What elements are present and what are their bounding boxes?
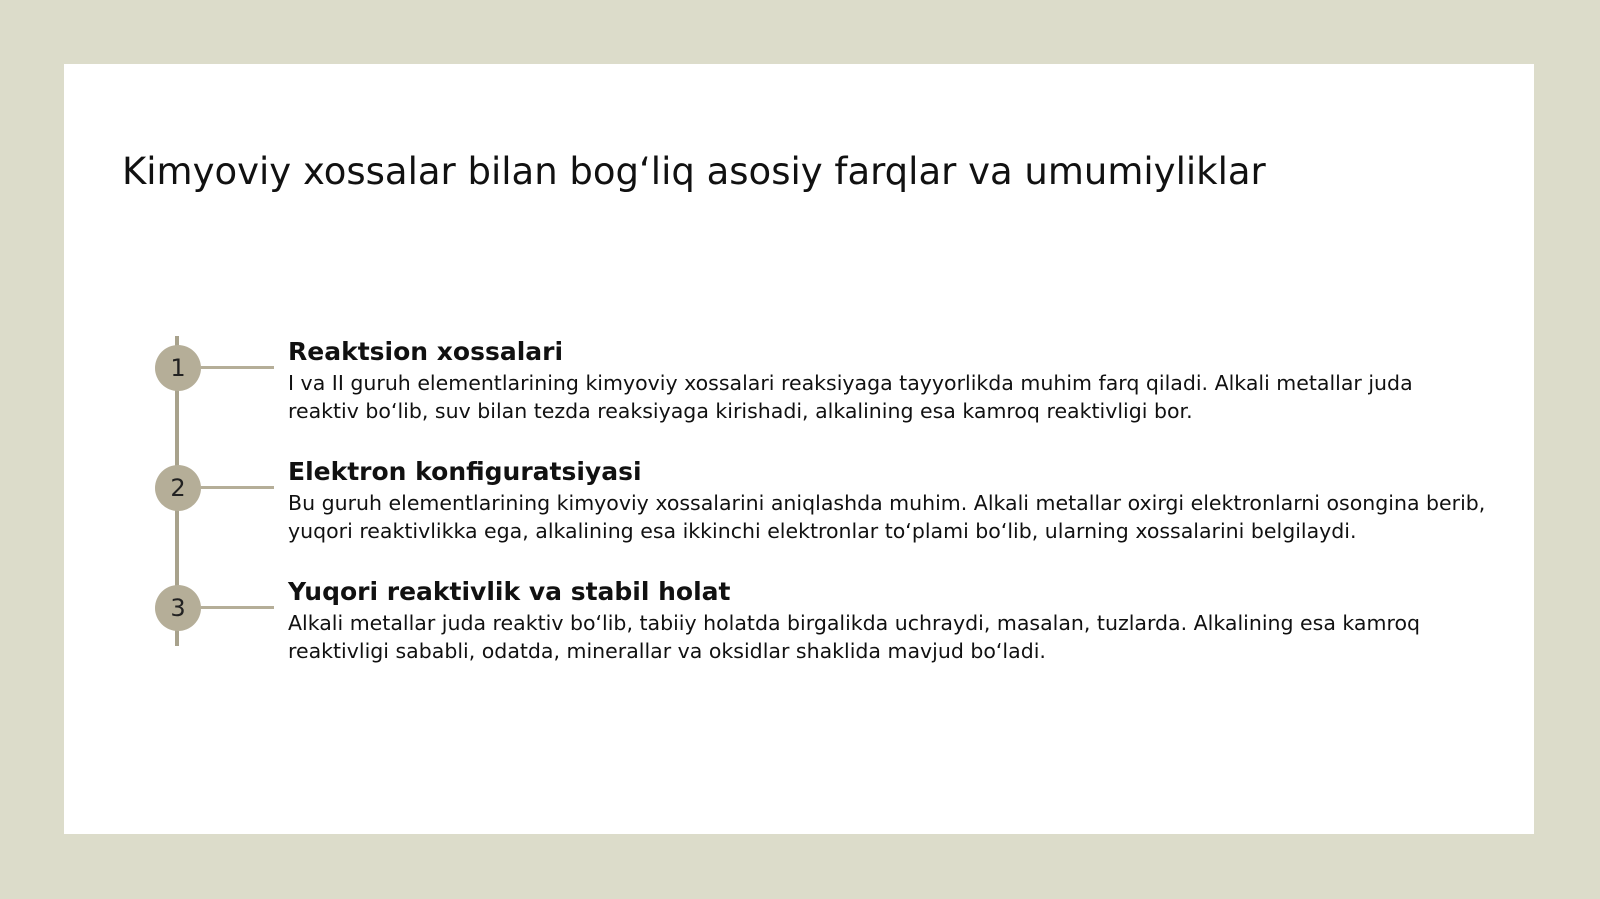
step-1 bbox=[288, 335, 1488, 425]
step-3 bbox=[288, 575, 1488, 665]
step-2 bbox=[288, 455, 1488, 545]
step-3-number-circle: 3 bbox=[155, 585, 201, 631]
step-2-text: Bu guruh elementlarining kimyoviy xossalarini aniqlashda muhim. Alkali metallar oxirgi elektronlarni osongina berib, yuqori reaktivlikka ega, alkalining esa ikkinchi elektronlar to‘plami bo‘lib, ularning xossalarini belgilaydi. bbox=[288, 491, 1486, 543]
step-2-number-circle: 2 bbox=[155, 465, 201, 511]
step-3-text: Alkali metallar juda reaktiv bo‘lib, tabiiy holatda birgalikda uchraydi, masalan, tuzlarda. Alkalining esa kamroq reaktivligi sababli, odatda, minerallar va oksidlar shaklida mavjud bo‘ladi. bbox=[288, 611, 1420, 663]
slide bbox=[64, 64, 1534, 834]
step-1-connector bbox=[201, 366, 274, 369]
step-2-connector bbox=[201, 486, 274, 489]
slide-title: Kimyoviy xossalar bilan bog‘liq asosiy farqlar va umumiyliklar bbox=[122, 150, 1266, 193]
step-1-text: I va II guruh elementlarining kimyoviy xossalari reaksiyaga tayyorlikda muhim farq qiladi. Alkali metallar juda reaktiv bo‘lib, suv bilan tezda reaksiyaga kirishadi, alkalining esa kamroq reaktivligi bor. bbox=[288, 371, 1413, 423]
step-3-connector bbox=[201, 606, 274, 609]
step-3-heading: Yuqori reaktivlik va stabil holat bbox=[288, 577, 731, 606]
step-1-heading: Reaktsion xossalari bbox=[288, 337, 564, 366]
step-1-number-circle: 1 bbox=[155, 345, 201, 391]
step-2-heading: Elektron konfiguratsiyasi bbox=[288, 457, 642, 486]
